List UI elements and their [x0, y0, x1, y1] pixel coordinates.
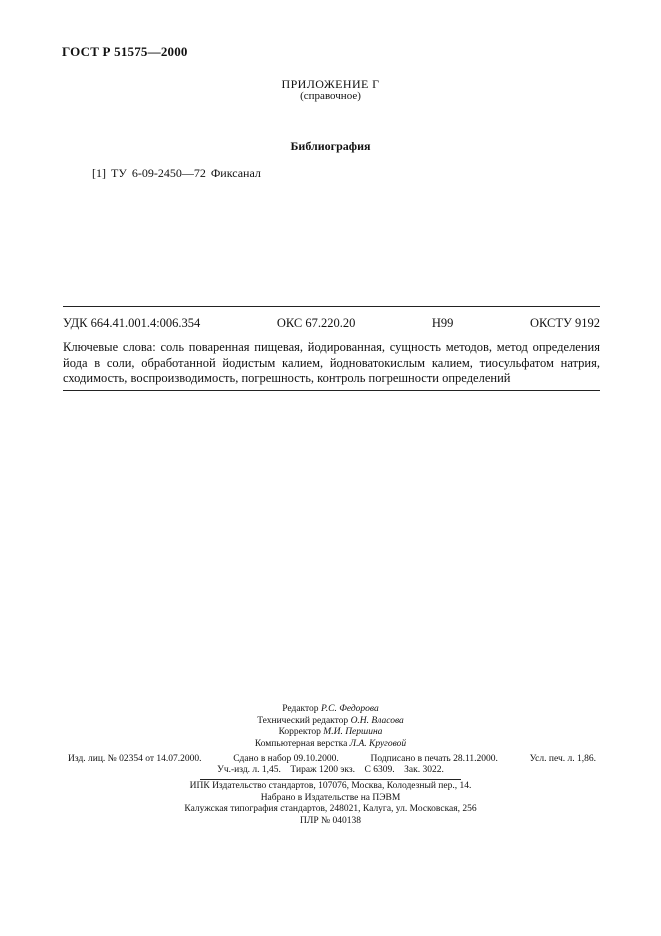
- imprint-divider: [200, 779, 461, 780]
- appendix-subtitle: (справочное): [300, 90, 361, 102]
- imprint-signed: Подписано в печать 28.11.2000.: [370, 754, 498, 764]
- publisher-block: [0, 781, 661, 827]
- publisher-line: Калужская типография стандартов, 248021, Калуга, ул. Московская, 256: [184, 804, 477, 814]
- credit-layout: Компьютерная верстка Л.А. Круговой: [254, 738, 407, 749]
- publisher-line: ПЛР № 040138: [300, 815, 361, 826]
- group-code: Н99: [431, 316, 454, 330]
- bottom-divider: [63, 390, 600, 391]
- classification-row: [63, 316, 600, 331]
- imprint-row-2: Уч.-изд. л. 1,45. Тираж 1200 экз. С 6309. Зак. 3022.: [217, 765, 444, 775]
- bibliography-item: [92, 166, 261, 181]
- bibliography-item-text: ТУ 6-09-2450—72 Фиксанал: [111, 166, 261, 180]
- publisher-line: ИПК Издательство стандартов, 107076, Москва, Колодезный пер., 14.: [189, 781, 472, 791]
- standard-header: ГОСТ Р 51575—2000: [62, 44, 188, 59]
- bibliography-heading: Библиография: [290, 139, 371, 153]
- credits-block: [0, 704, 661, 750]
- imprint-typeset: Сдано в набор 09.10.2000.: [233, 754, 339, 764]
- publisher-line: Набрано в Издательстве на ПЭВМ: [260, 792, 401, 803]
- imprint-license: Изд. лиц. № 02354 от 14.07.2000.: [68, 754, 202, 764]
- keywords-paragraph: Ключевые слова: соль поваренная пищевая, йодированная, сущность методов, метод определения йода в соли, обработанной йодистым калием, йодноватокислым калием, тиосульфатом натрия, сходимость, воспроизводимость, погрешность, контроль погрешности определений: [63, 340, 600, 385]
- imprint-row: [68, 754, 596, 764]
- bibliography-item-number: [1]: [92, 166, 106, 180]
- credit-tech-editor: Технический редактор О.Н. Власова: [257, 715, 404, 726]
- appendix-title: ПРИЛОЖЕНИЕ Г: [281, 77, 380, 91]
- credit-proofreader: Корректор М.И. Першина: [278, 727, 383, 737]
- oks-code: ОКС 67.220.20: [276, 316, 356, 330]
- okstu-code: ОКСТУ 9192: [529, 316, 600, 330]
- credit-editor: Редактор Р.С. Федорова: [282, 704, 379, 714]
- top-divider: [63, 306, 600, 307]
- udk-code: УДК 664.41.001.4:006.354: [63, 316, 201, 330]
- imprint-sheets: Усл. печ. л. 1,86.: [529, 754, 596, 764]
